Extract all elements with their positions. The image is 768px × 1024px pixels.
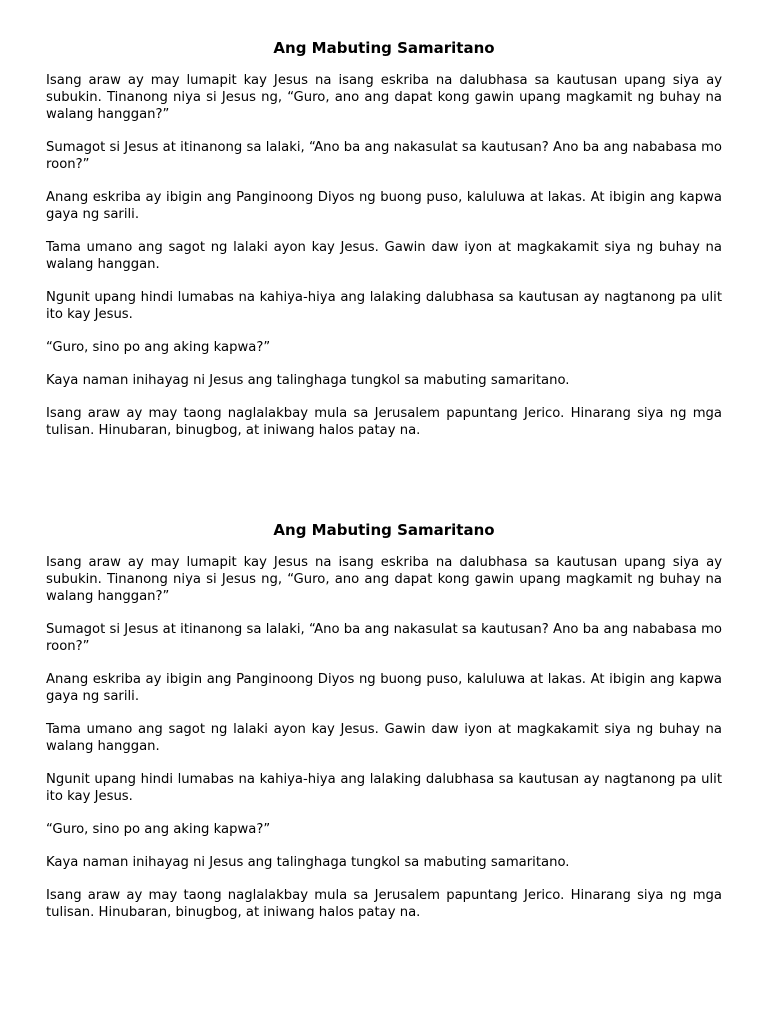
paragraph: Isang araw ay may taong naglalakbay mula sa Jerusalem papuntang Jerico. Hinarang siya ng mga tulisan. Hinubaran, binugbog, at iniwang halos patay na. bbox=[46, 888, 722, 920]
paragraph: Isang araw ay may lumapit kay Jesus na isang eskriba na dalubhasa sa kautusan upang siya ay subukin. Tinanong niya si Jesus ng, “Guro, ano ang dapat kong gawin upang magkamit ng buhay na walang hanggan?” bbox=[46, 73, 722, 122]
paragraph: Tama umano ang sagot ng lalaki ayon kay Jesus. Gawin daw iyon at magkakamit siya ng buhay na walang hanggan. bbox=[46, 240, 722, 272]
paragraph: Kaya naman inihayag ni Jesus ang talinghaga tungkol sa mabuting samaritano. bbox=[46, 373, 570, 388]
paragraph: Sumagot si Jesus at itinanong sa lalaki, “Ano ba ang nakasulat sa kautusan? Ano ba ang nababasa mo roon?” bbox=[46, 140, 722, 172]
paragraph: Anang eskriba ay ibigin ang Panginoong Diyos ng buong puso, kaluluwa at lakas. At ibigin ang kapwa gaya ng sarili. bbox=[46, 672, 722, 704]
paragraph: “Guro, sino po ang aking kapwa?” bbox=[46, 340, 271, 355]
paragraph: Kaya naman inihayag ni Jesus ang talinghaga tungkol sa mabuting samaritano. bbox=[46, 855, 570, 870]
paragraph: Tama umano ang sagot ng lalaki ayon kay Jesus. Gawin daw iyon at magkakamit siya ng buhay na walang hanggan. bbox=[46, 722, 722, 754]
paragraph: Isang araw ay may taong naglalakbay mula sa Jerusalem papuntang Jerico. Hinarang siya ng mga tulisan. Hinubaran, binugbog, at iniwang halos patay na. bbox=[46, 406, 722, 438]
paragraph: Sumagot si Jesus at itinanong sa lalaki, “Ano ba ang nakasulat sa kautusan? Ano ba ang nababasa mo roon?” bbox=[46, 622, 722, 654]
paragraph: Ngunit upang hindi lumabas na kahiya-hiya ang lalaking dalubhasa sa kautusan ay nagtanong pa ulit ito kay Jesus. bbox=[46, 290, 722, 322]
paragraph: Isang araw ay may lumapit kay Jesus na isang eskriba na dalubhasa sa kautusan upang siya ay subukin. Tinanong niya si Jesus ng, “Guro, ano ang dapat kong gawin upang magkamit ng buhay na walang hanggan?” bbox=[46, 555, 722, 604]
paragraph: “Guro, sino po ang aking kapwa?” bbox=[46, 822, 271, 837]
section-title: Ang Mabuting Samaritano bbox=[273, 39, 495, 57]
paragraph: Ngunit upang hindi lumabas na kahiya-hiya ang lalaking dalubhasa sa kautusan ay nagtanong pa ulit ito kay Jesus. bbox=[46, 772, 722, 804]
story-section-2 bbox=[46, 520, 722, 937]
section-title: Ang Mabuting Samaritano bbox=[273, 521, 495, 539]
paragraph: Anang eskriba ay ibigin ang Panginoong Diyos ng buong puso, kaluluwa at lakas. At ibigin ang kapwa gaya ng sarili. bbox=[46, 190, 722, 222]
story-section-1 bbox=[46, 38, 722, 455]
